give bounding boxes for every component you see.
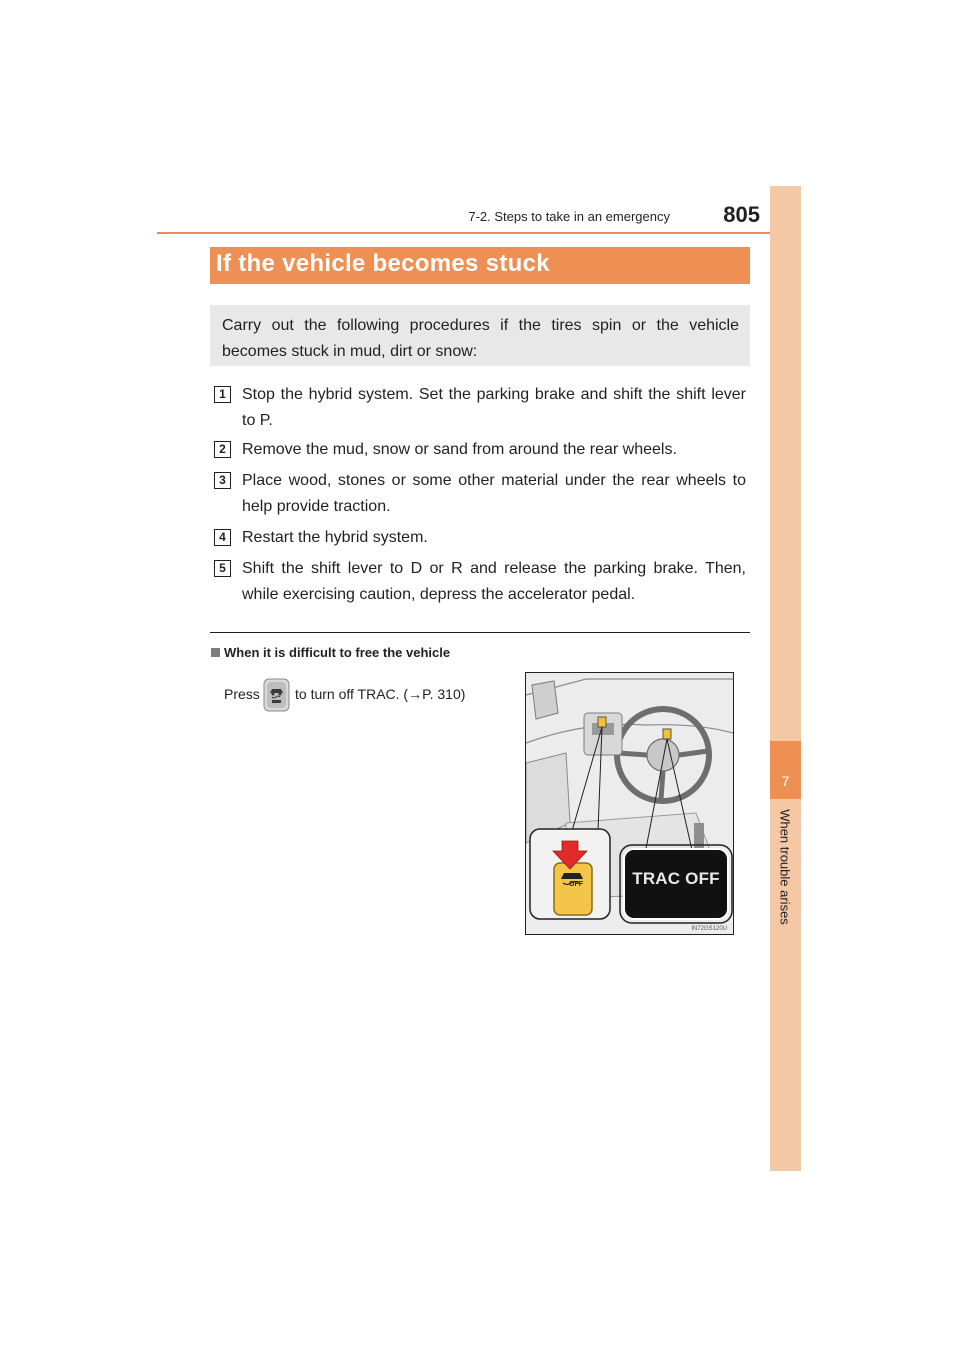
note-heading <box>211 645 450 660</box>
dashboard-drawing <box>526 673 733 934</box>
chapter-tab-strip <box>770 186 801 1171</box>
chapter-number: 7 <box>781 773 790 789</box>
trac-off-illustration <box>525 672 734 935</box>
step-text: Shift the shift lever to D or R and release the parking brake. Then, while exercising caution, depress the accelerator pedal. <box>242 560 746 603</box>
step-text: Stop the hybrid system. Set the parking brake and shift the shift lever to P. <box>242 386 746 429</box>
trac-off-button-icon <box>263 678 290 712</box>
chapter-number-tab[interactable] <box>770 741 801 799</box>
step-number: 1 <box>214 386 231 403</box>
step-number: 2 <box>214 441 231 458</box>
step-text: Remove the mud, snow or sand from around the rear wheels. <box>242 441 677 458</box>
step-text: Restart the hybrid system. <box>242 529 428 546</box>
trac-off-indicator: TRAC OFF <box>632 869 720 888</box>
step-number: 4 <box>214 529 231 546</box>
off-label: OFF <box>569 881 583 888</box>
press-word: Press <box>224 686 260 702</box>
chapter-title: When trouble arises <box>777 809 793 925</box>
step-number: 3 <box>214 472 231 489</box>
press-instruction-text: to turn off TRAC. (→P. 310) <box>295 686 466 702</box>
section-separator <box>210 632 750 633</box>
intro-text: Carry out the following procedures if the tires spin or the vehicle becomes stuck in mud, dirt or snow: <box>222 317 739 360</box>
page-number: 805 <box>723 202 760 227</box>
header-rule <box>157 232 800 234</box>
step-number: 5 <box>214 560 231 577</box>
square-bullet-icon <box>211 648 220 657</box>
section-title: If the vehicle becomes stuck <box>216 250 550 277</box>
figure-code: IN72GS120U <box>691 926 727 932</box>
step-text: Place wood, stones or some other material under the rear wheels to help provide traction. <box>242 472 746 515</box>
intro-box <box>210 305 750 366</box>
section-title-bar <box>210 247 750 284</box>
note-heading-text: When it is difficult to free the vehicle <box>224 645 451 660</box>
running-header-section: 7-2. Steps to take in an emergency <box>468 209 670 224</box>
